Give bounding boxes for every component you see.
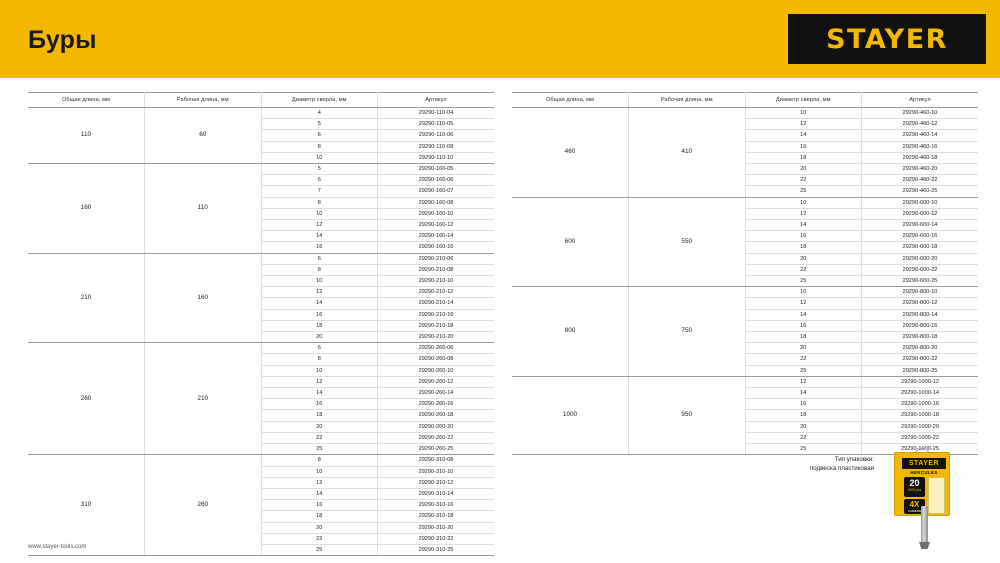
cell-diameter: 20 (261, 332, 378, 343)
cell-article: 29290-160-16 (378, 242, 495, 253)
cell-total-length: 1000 (512, 376, 629, 454)
cell-diameter: 22 (261, 432, 378, 443)
cell-diameter: 25 (745, 444, 862, 455)
cell-article: 29290-110-08 (378, 141, 495, 152)
cell-article: 29290-1000-20 (862, 421, 979, 432)
cell-diameter: 16 (261, 309, 378, 320)
cell-diameter: 12 (261, 376, 378, 387)
spec-table-left-container (28, 92, 494, 556)
cell-diameter: 8 (261, 354, 378, 365)
cell-diameter: 25 (745, 276, 862, 287)
cell-article: 29290-460-18 (862, 152, 979, 163)
cell-article: 29290-460-22 (862, 175, 979, 186)
cell-diameter: 10 (745, 108, 862, 119)
spec-table-right (512, 92, 978, 455)
cell-article: 29290-1000-14 (862, 388, 979, 399)
cell-diameter: 25 (261, 544, 378, 555)
cell-article: 29290-110-05 (378, 119, 495, 130)
drill-bit-shaft-icon (921, 506, 928, 546)
cell-diameter: 18 (745, 242, 862, 253)
cell-article: 29290-1000-22 (862, 432, 979, 443)
col-header-working-length: Рабочая длина, мм (629, 93, 746, 108)
cell-article: 29290-160-08 (378, 197, 495, 208)
cell-article: 29290-600-14 (862, 220, 979, 231)
drill-bit-tip-icon (919, 542, 930, 549)
cell-article: 29290-800-12 (862, 298, 979, 309)
cell-diameter: 10 (745, 287, 862, 298)
cell-article: 29290-210-16 (378, 309, 495, 320)
cell-diameter: 12 (261, 287, 378, 298)
cell-diameter: 14 (261, 231, 378, 242)
cell-article: 29290-600-10 (862, 197, 979, 208)
cell-working-length: 410 (629, 108, 746, 198)
cell-diameter: 10 (261, 208, 378, 219)
col-header-article: Артикул (862, 93, 979, 108)
package-badge-unit: 1500 pcs (907, 488, 922, 492)
cell-article: 29290-1000-16 (862, 399, 979, 410)
brand-logo-text: STAYER (826, 23, 948, 55)
package-brand-label: STAYER (902, 458, 946, 469)
table-row (512, 376, 978, 387)
cell-article: 29290-800-14 (862, 309, 979, 320)
cell-diameter: 14 (261, 488, 378, 499)
packaging-note-line2: подвеска пластиковая (809, 465, 874, 472)
cell-diameter: 16 (745, 231, 862, 242)
cell-diameter: 22 (745, 354, 862, 365)
cell-diameter: 10 (261, 276, 378, 287)
cell-diameter: 16 (261, 242, 378, 253)
cell-article: 29290-600-22 (862, 264, 979, 275)
cell-article: 29290-1000-12 (862, 376, 979, 387)
cell-diameter: 16 (261, 500, 378, 511)
cell-article: 29290-260-18 (378, 410, 495, 421)
cell-article: 29290-310-08 (378, 455, 495, 466)
cell-diameter: 7 (261, 186, 378, 197)
cell-diameter: 6 (261, 343, 378, 354)
cell-diameter: 18 (261, 320, 378, 331)
cell-total-length: 260 (28, 343, 145, 455)
cell-article: 29290-260-06 (378, 343, 495, 354)
brand-logo (788, 14, 986, 64)
cell-article: 29290-600-25 (862, 276, 979, 287)
cell-diameter: 10 (261, 152, 378, 163)
cell-diameter: 20 (261, 522, 378, 533)
cell-diameter: 20 (261, 421, 378, 432)
cell-article: 29290-160-10 (378, 208, 495, 219)
cell-diameter: 6 (261, 253, 378, 264)
cell-diameter: 14 (745, 309, 862, 320)
cell-article: 29290-800-25 (862, 365, 979, 376)
cell-diameter: 18 (261, 511, 378, 522)
cell-article: 29290-600-20 (862, 253, 979, 264)
cell-article: 29290-160-12 (378, 220, 495, 231)
col-header-total-length: Общая длина, мм (28, 93, 145, 108)
cell-working-length: 550 (629, 197, 746, 287)
cell-article: 29290-110-10 (378, 152, 495, 163)
cell-article: 29290-260-16 (378, 399, 495, 410)
cell-article: 29290-110-06 (378, 130, 495, 141)
cell-article: 29290-310-10 (378, 466, 495, 477)
table-header-row (28, 93, 494, 108)
cell-diameter: 16 (745, 399, 862, 410)
cell-article: 29290-260-20 (378, 421, 495, 432)
cell-diameter: 22 (261, 533, 378, 544)
page-title: Буры (28, 26, 97, 54)
cell-article: 29290-310-20 (378, 522, 495, 533)
cell-article: 29290-160-07 (378, 186, 495, 197)
col-header-working-length: Рабочая длина, мм (145, 93, 262, 108)
cell-diameter: 22 (745, 175, 862, 186)
col-header-diameter: Диаметр сверла, мм (261, 93, 378, 108)
cell-diameter: 8 (261, 455, 378, 466)
cell-article: 29290-260-10 (378, 365, 495, 376)
cell-article: 29290-800-16 (862, 320, 979, 331)
package-badge-life (904, 477, 925, 497)
cell-diameter: 12 (745, 208, 862, 219)
table-body-right (512, 108, 978, 455)
cell-article: 29290-260-25 (378, 444, 495, 455)
cell-diameter: 14 (745, 388, 862, 399)
package-image (888, 448, 962, 548)
cell-diameter: 6 (261, 175, 378, 186)
cell-diameter: 22 (745, 432, 862, 443)
cell-total-length: 310 (28, 455, 145, 556)
package-badge2-number: 4X (909, 500, 920, 509)
cell-diameter: 14 (261, 388, 378, 399)
cell-article: 29290-1000-25 (862, 444, 979, 455)
cell-diameter: 10 (261, 466, 378, 477)
cell-article: 29290-210-12 (378, 287, 495, 298)
footer-url: www.stayer-tools.com (28, 544, 87, 550)
cell-diameter: 25 (745, 365, 862, 376)
table-header-row (512, 93, 978, 108)
cell-diameter: 5 (261, 119, 378, 130)
cell-article: 29290-210-18 (378, 320, 495, 331)
table-row (28, 164, 494, 175)
cell-article: 29290-210-10 (378, 276, 495, 287)
cell-total-length: 460 (512, 108, 629, 198)
cell-diameter: 4 (261, 108, 378, 119)
cell-diameter: 20 (745, 164, 862, 175)
cell-article: 29290-210-08 (378, 264, 495, 275)
cell-diameter: 10 (745, 197, 862, 208)
cell-working-length: 750 (629, 287, 746, 377)
cell-article: 29290-310-18 (378, 511, 495, 522)
cell-article: 29290-460-10 (862, 108, 979, 119)
cell-article: 29290-800-22 (862, 354, 979, 365)
cell-diameter: 14 (745, 220, 862, 231)
cell-diameter: 14 (261, 298, 378, 309)
cell-article: 29290-210-06 (378, 253, 495, 264)
col-header-total-length: Общая длина, мм (512, 93, 629, 108)
cell-diameter: 12 (261, 477, 378, 488)
cell-article: 29290-460-20 (862, 164, 979, 175)
cell-article: 29290-800-10 (862, 287, 979, 298)
cell-diameter: 18 (261, 410, 378, 421)
table-row (512, 287, 978, 298)
cell-diameter: 16 (261, 399, 378, 410)
cell-article: 29290-260-14 (378, 388, 495, 399)
table-row (28, 343, 494, 354)
cell-diameter: 12 (745, 298, 862, 309)
cell-article: 29290-600-12 (862, 208, 979, 219)
spec-table-right-container (512, 92, 978, 455)
cell-diameter: 12 (745, 376, 862, 387)
table-row (512, 197, 978, 208)
cell-article: 29290-160-14 (378, 231, 495, 242)
table-row (28, 108, 494, 119)
cell-diameter: 16 (745, 320, 862, 331)
cell-diameter: 20 (745, 343, 862, 354)
page-header (0, 0, 1000, 78)
cell-article: 29290-310-22 (378, 533, 495, 544)
cell-working-length: 110 (145, 164, 262, 254)
table-head (512, 93, 978, 108)
cell-total-length: 800 (512, 287, 629, 377)
cell-article: 29290-260-22 (378, 432, 495, 443)
package-series-label: HERCULES (910, 470, 938, 475)
cell-working-length: 950 (629, 376, 746, 454)
cell-diameter: 5 (261, 164, 378, 175)
cell-diameter: 22 (745, 264, 862, 275)
table-head (28, 93, 494, 108)
table-row (28, 253, 494, 264)
cell-diameter: 8 (261, 264, 378, 275)
cell-article: 29290-1000-18 (862, 410, 979, 421)
cell-total-length: 210 (28, 253, 145, 343)
spec-table-left (28, 92, 494, 556)
cell-article: 29290-260-08 (378, 354, 495, 365)
cell-diameter: 8 (261, 141, 378, 152)
cell-article: 29290-160-05 (378, 164, 495, 175)
cell-article: 29290-800-20 (862, 343, 979, 354)
cell-article: 29290-160-06 (378, 175, 495, 186)
cell-working-length: 160 (145, 253, 262, 343)
cell-article: 29290-210-14 (378, 298, 495, 309)
cell-working-length: 60 (145, 108, 262, 164)
cell-article: 29290-600-18 (862, 242, 979, 253)
col-header-diameter: Диаметр сверла, мм (745, 93, 862, 108)
cell-diameter: 18 (745, 332, 862, 343)
package-window (928, 477, 945, 514)
cell-article: 29290-460-16 (862, 141, 979, 152)
cell-diameter: 25 (745, 186, 862, 197)
cell-article: 29290-110-04 (378, 108, 495, 119)
cell-diameter: 14 (745, 130, 862, 141)
cell-article: 29290-310-12 (378, 477, 495, 488)
cell-article: 29290-460-14 (862, 130, 979, 141)
table-row (28, 455, 494, 466)
cell-diameter: 18 (745, 410, 862, 421)
cell-diameter: 20 (745, 421, 862, 432)
cell-total-length: 600 (512, 197, 629, 287)
package-badge-number: 20 (909, 478, 920, 488)
packaging-note-line1: Тип упаковки: (834, 456, 874, 463)
cell-diameter: 20 (745, 253, 862, 264)
cell-diameter: 25 (261, 444, 378, 455)
cell-diameter: 18 (745, 152, 862, 163)
cell-working-length: 210 (145, 343, 262, 455)
cell-article: 29290-460-12 (862, 119, 979, 130)
cell-diameter: 16 (745, 141, 862, 152)
cell-article: 29290-210-20 (378, 332, 495, 343)
cell-article: 29290-600-16 (862, 231, 979, 242)
cell-diameter: 10 (261, 365, 378, 376)
cell-article: 29290-260-12 (378, 376, 495, 387)
package-badge2-unit: CARBIDE (907, 509, 922, 513)
cell-diameter: 8 (261, 197, 378, 208)
cell-article: 29290-460-25 (862, 186, 979, 197)
cell-total-length: 160 (28, 164, 145, 254)
cell-article: 29290-310-14 (378, 488, 495, 499)
packaging-note (810, 455, 874, 473)
cell-diameter: 6 (261, 130, 378, 141)
cell-diameter: 12 (745, 119, 862, 130)
cell-article: 29290-310-25 (378, 544, 495, 555)
table-body-left (28, 108, 494, 556)
cell-article: 29290-310-16 (378, 500, 495, 511)
cell-working-length: 260 (145, 455, 262, 556)
cell-total-length: 110 (28, 108, 145, 164)
cell-diameter: 12 (261, 220, 378, 231)
col-header-article: Артикул (378, 93, 495, 108)
table-row (512, 108, 978, 119)
cell-article: 29290-800-18 (862, 332, 979, 343)
